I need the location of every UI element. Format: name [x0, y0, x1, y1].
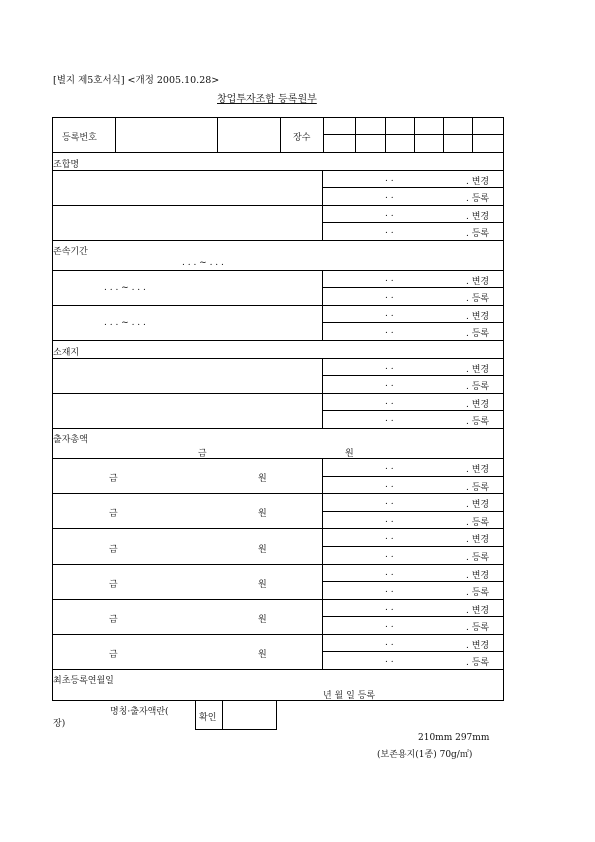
- page-count-label: 장수: [293, 133, 311, 143]
- table-top-border: [52, 117, 504, 118]
- register-mark: . 등록: [466, 329, 490, 339]
- register-mark: . 등록: [466, 553, 490, 563]
- change-mark: . 변경: [466, 177, 490, 187]
- money-won: 원: [258, 545, 267, 555]
- section-duration: 존속기간: [53, 247, 88, 257]
- divider: [222, 700, 223, 730]
- money-won: 원: [345, 449, 354, 459]
- divider: [52, 528, 504, 529]
- register-mark: . 등록: [466, 417, 490, 427]
- date-dots: . .: [385, 309, 394, 319]
- change-mark: . 변경: [466, 500, 490, 510]
- divider: [52, 152, 217, 153]
- date-dots: . .: [385, 274, 394, 284]
- money-geum: 금: [109, 545, 118, 555]
- divider: [52, 428, 504, 429]
- date-dots: . .: [385, 550, 394, 560]
- divider: [52, 270, 504, 271]
- change-mark: . 변경: [466, 535, 490, 545]
- divider: [52, 170, 504, 171]
- money-geum: 금: [109, 509, 118, 519]
- change-mark: . 변경: [466, 641, 490, 651]
- date-dots: . .: [385, 620, 394, 630]
- divider: [195, 700, 196, 730]
- divider: [52, 493, 504, 494]
- divider: [217, 152, 280, 153]
- date-dots: . .: [385, 480, 394, 490]
- date-dots: . .: [385, 585, 394, 595]
- divider: [322, 287, 503, 288]
- money-won: 원: [258, 509, 267, 519]
- date-dots: . .: [385, 326, 394, 336]
- date-dots: . .: [385, 397, 394, 407]
- page-title: 창업투자조합 등록원부: [217, 94, 317, 105]
- date-dots: . .: [385, 174, 394, 184]
- register-mark: . 등록: [466, 483, 490, 493]
- section-total-capital: 출자총액: [53, 435, 88, 445]
- section-first-registration: 최초등록연월일: [53, 676, 114, 686]
- register-mark: . 등록: [466, 658, 490, 668]
- divider: [52, 669, 504, 670]
- divider: [322, 322, 503, 323]
- date-dots: . .: [385, 226, 394, 236]
- divider: [52, 393, 504, 394]
- registration-number-label: 등록번호: [62, 133, 97, 143]
- divider: [52, 458, 504, 459]
- divider: [355, 117, 356, 152]
- money-won: 원: [258, 474, 267, 484]
- divider: [322, 511, 503, 512]
- name-capital-label: 명칭·출자액란(: [110, 707, 169, 717]
- divider: [323, 134, 503, 135]
- change-mark: . 변경: [466, 212, 490, 222]
- date-dots: . .: [385, 191, 394, 201]
- date-dots: . .: [385, 515, 394, 525]
- divider: [443, 117, 444, 152]
- divider: [52, 358, 504, 359]
- section-location: 소재지: [53, 348, 80, 358]
- divider: [115, 117, 116, 152]
- divider: [52, 599, 504, 600]
- divider: [52, 340, 504, 341]
- divider: [280, 117, 281, 152]
- divider: [322, 410, 503, 411]
- money-won: 원: [258, 650, 267, 660]
- change-mark: . 변경: [466, 312, 490, 322]
- date-dots: . .: [385, 603, 394, 613]
- change-mark: . 변경: [466, 465, 490, 475]
- divider: [385, 117, 386, 152]
- divider: [322, 581, 503, 582]
- date-dots: . .: [385, 291, 394, 301]
- date-dots: . .: [385, 638, 394, 648]
- change-mark: . 변경: [466, 277, 490, 287]
- register-mark: . 등록: [466, 382, 490, 392]
- duration-row-dates: . . . ~ . . .: [104, 283, 146, 293]
- date-dots: . .: [385, 362, 394, 372]
- duration-main-dates: . . . ~ . . .: [182, 258, 224, 268]
- register-mark: . 등록: [466, 588, 490, 598]
- divider: [472, 117, 473, 152]
- table-bottom-border: [52, 700, 504, 701]
- divider: [52, 564, 504, 565]
- money-geum: 금: [109, 580, 118, 590]
- date-dots: . .: [385, 379, 394, 389]
- divider: [280, 152, 504, 153]
- date-dots: . .: [385, 532, 394, 542]
- money-geum: 금: [198, 449, 207, 459]
- register-mark: . 등록: [466, 229, 490, 239]
- change-mark: . 변경: [466, 400, 490, 410]
- register-mark: . 등록: [466, 518, 490, 528]
- confirm-label: 확인: [199, 713, 217, 723]
- money-geum: 금: [109, 474, 118, 484]
- divider: [322, 222, 503, 223]
- date-dots: . .: [385, 209, 394, 219]
- divider: [52, 240, 504, 241]
- first-registration-date-line: 년 월 일 등록: [323, 691, 376, 701]
- divider: [52, 305, 504, 306]
- date-dots: . .: [385, 568, 394, 578]
- date-dots: . .: [385, 655, 394, 665]
- divider: [414, 117, 415, 152]
- divider: [52, 634, 504, 635]
- divider: [322, 546, 503, 547]
- divider: [322, 375, 503, 376]
- divider: [322, 187, 503, 188]
- divider: [195, 729, 276, 730]
- form-reference: [별지 제5호서식] <개정 2005.10.28>: [53, 75, 220, 86]
- register-mark: . 등록: [466, 194, 490, 204]
- duration-row-dates: . . . ~ . . .: [104, 318, 146, 328]
- date-dots: . .: [385, 414, 394, 424]
- divider: [322, 616, 503, 617]
- change-mark: . 변경: [466, 606, 490, 616]
- divider: [52, 205, 504, 206]
- date-dots: . .: [385, 462, 394, 472]
- change-mark: . 변경: [466, 365, 490, 375]
- seal-close-label: 장): [53, 719, 66, 729]
- divider: [217, 117, 218, 152]
- divider: [322, 476, 503, 477]
- money-won: 원: [258, 615, 267, 625]
- date-dots: . .: [385, 497, 394, 507]
- change-mark: . 변경: [466, 571, 490, 581]
- divider: [276, 700, 277, 730]
- paper-size: 210mm 297mm: [418, 733, 490, 743]
- money-geum: 금: [109, 615, 118, 625]
- register-mark: . 등록: [466, 294, 490, 304]
- money-won: 원: [258, 580, 267, 590]
- section-union-name: 조합명: [53, 160, 80, 170]
- register-mark: . 등록: [466, 623, 490, 633]
- paper-type: (보존용지(1종) 70g/㎡): [377, 750, 473, 760]
- money-geum: 금: [109, 650, 118, 660]
- divider: [322, 651, 503, 652]
